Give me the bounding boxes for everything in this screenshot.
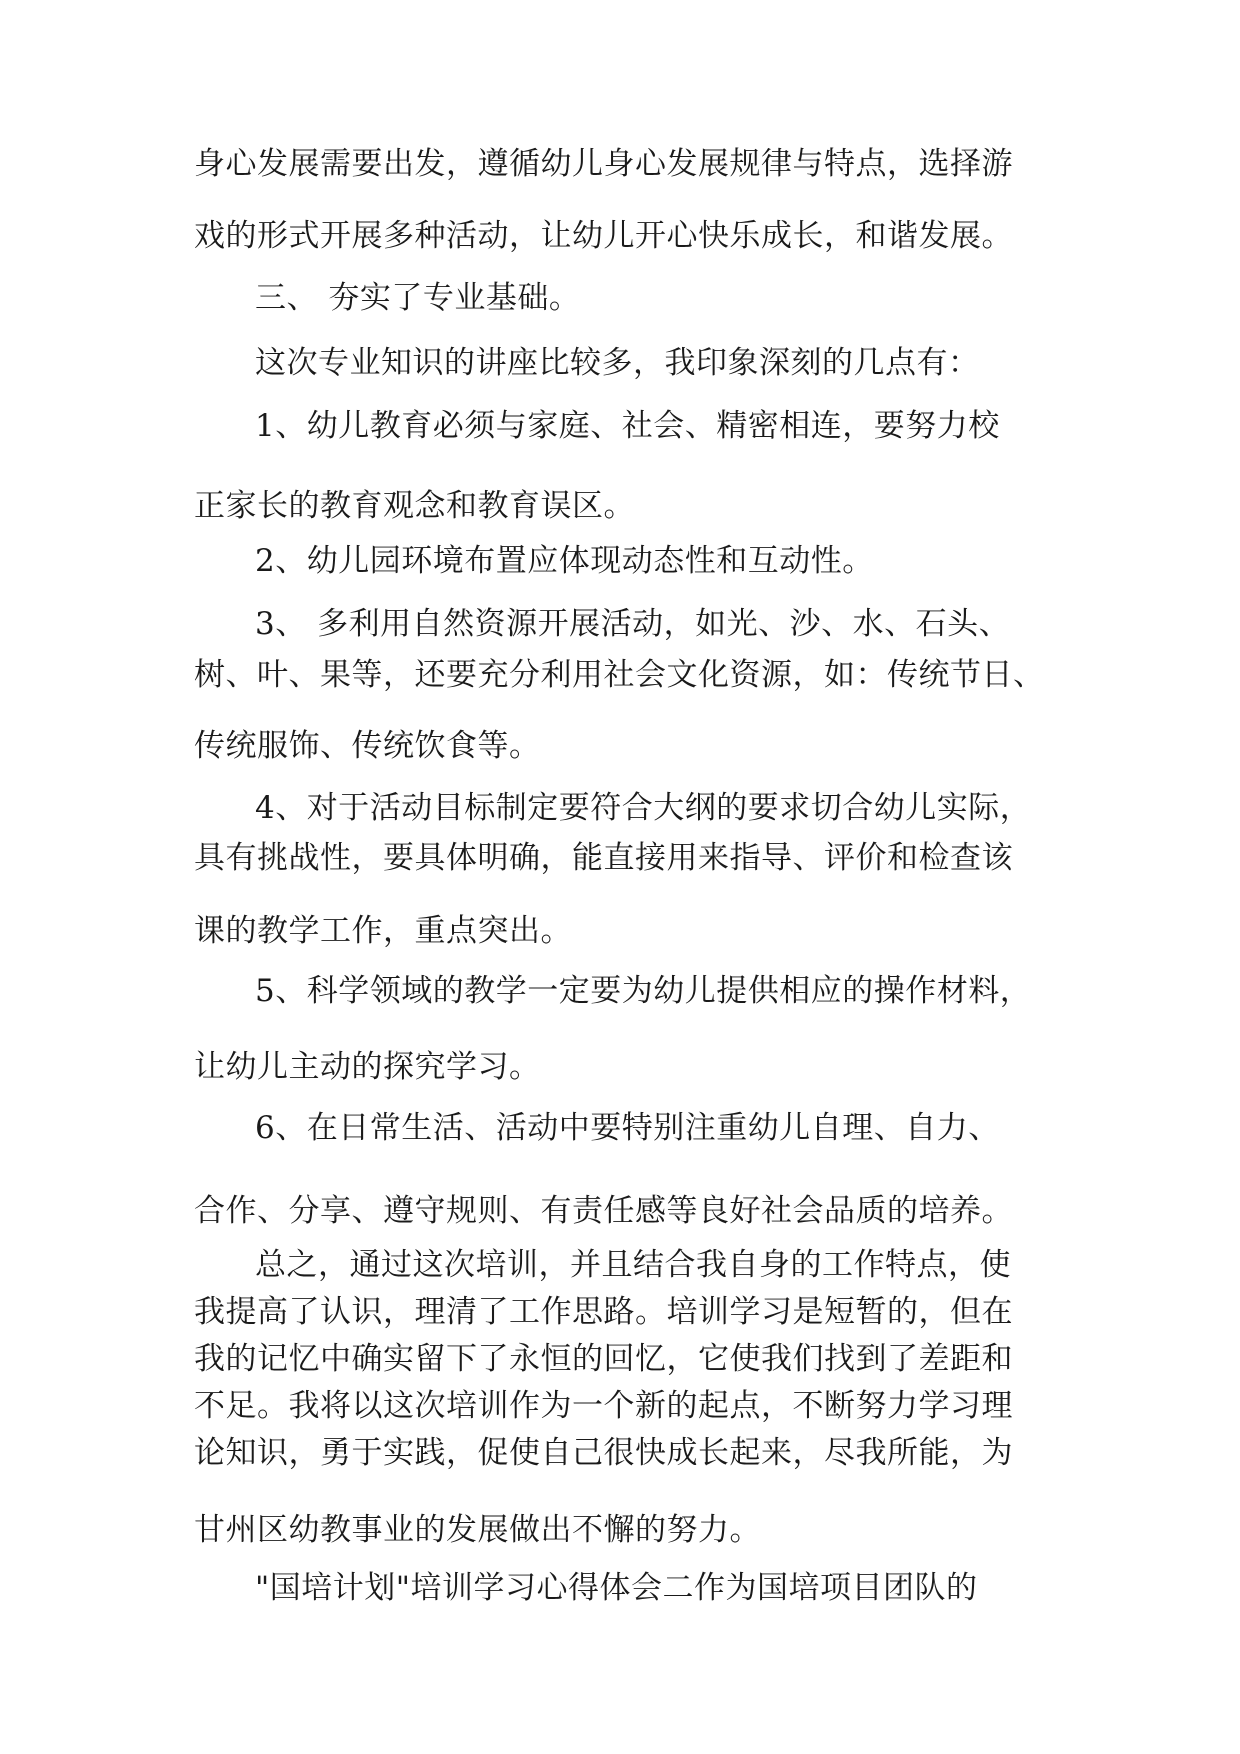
list-item: 4、对于活动目标制定要符合大纲的要求切合幼儿实际， <box>255 790 1032 826</box>
list-item: 5、科学领域的教学一定要为幼儿提供相应的操作材料， <box>255 973 1032 1009</box>
text-line: 这次专业知识的讲座比较多，我印象深刻的几点有： <box>255 345 980 381</box>
text-line: 传统服饰、传统饮食等。 <box>194 728 541 764</box>
text-line: 总之，通过这次培训，并且结合我自身的工作特点，使 <box>255 1247 1011 1283</box>
text-line: 论知识，勇于实践，促使自己很快成长起来，尽我所能，为 <box>194 1435 1013 1471</box>
text-line: 合作、分享、遵守规则、有责任感等良好社会品质的培养。 <box>194 1193 1013 1229</box>
text-line: 身心发展需要出发，遵循幼儿身心发展规律与特点，选择游 <box>194 146 1013 182</box>
text-line: 让幼儿主动的探究学习。 <box>194 1049 541 1085</box>
list-item: 1、幼儿教育必须与家庭、社会、精密相连，要努力校 <box>255 408 1000 444</box>
text-line: 课的教学工作，重点突出。 <box>194 913 572 949</box>
text-line: 具有挑战性，要具体明确，能直接用来指导、评价和检查该 <box>194 840 1013 876</box>
list-item: 6、在日常生活、活动中要特别注重幼儿自理、自力、 <box>255 1110 1000 1146</box>
text-line: 不足。我将以这次培训作为一个新的起点，不断努力学习理 <box>194 1388 1013 1424</box>
text-line: 我的记忆中确实留下了永恒的回忆，它使我们找到了差距和 <box>194 1341 1013 1377</box>
text-line: 树、叶、果等，还要充分利用社会文化资源，如：传统节日、 <box>194 657 1045 693</box>
text-line: 戏的形式开展多种活动，让幼儿开心快乐成长，和谐发展。 <box>194 218 1013 254</box>
text-line: 甘州区幼教事业的发展做出不懈的努力。 <box>194 1512 761 1548</box>
list-item: 2、幼儿园环境布置应体现动态性和互动性。 <box>255 543 874 579</box>
section-heading: 三、 夯实了专业基础。 <box>255 280 581 316</box>
text-line: 正家长的教育观念和教育误区。 <box>194 488 635 524</box>
list-item: 3、 多利用自然资源开展活动，如光、沙、水、石头、 <box>255 606 1011 642</box>
text-line: 我提高了认识，理清了工作思路。培训学习是短暂的，但在 <box>194 1294 1013 1330</box>
text-line: "国培计划"培训学习心得体会二作为国培项目团队的 <box>255 1570 978 1606</box>
